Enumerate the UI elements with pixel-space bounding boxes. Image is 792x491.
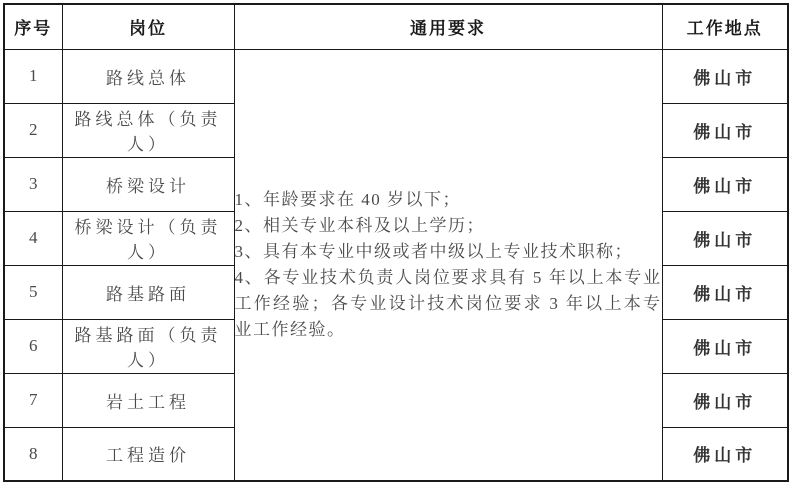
location-cell: 佛山市 bbox=[662, 103, 788, 157]
requirements-cell bbox=[234, 49, 662, 481]
row-number-cell: 2 bbox=[4, 103, 62, 157]
header-requirements: 通用要求 bbox=[234, 4, 662, 49]
location-cell: 佛山市 bbox=[662, 211, 788, 265]
requirement-item: 4、各专业技术负责人岗位要求具有 5 年以上本专业工作经验；各专业设计技术岗位要求 3 年以上本专业工作经验。 bbox=[234, 267, 662, 339]
position-cell: 岩土工程 bbox=[62, 373, 234, 427]
location-cell: 佛山市 bbox=[662, 265, 788, 319]
header-position: 岗位 bbox=[62, 4, 234, 49]
row-number-cell: 5 bbox=[4, 265, 62, 319]
table-row bbox=[4, 49, 788, 103]
row-number-cell: 1 bbox=[4, 49, 62, 103]
position-cell: 路线总体 bbox=[62, 49, 234, 103]
job-requirements-table bbox=[3, 3, 789, 482]
row-number-cell: 8 bbox=[4, 427, 62, 481]
location-cell: 佛山市 bbox=[662, 427, 788, 481]
requirement-item: 1、年龄要求在 40 岁以下； bbox=[234, 189, 461, 209]
position-cell: 工程造价 bbox=[62, 427, 234, 481]
location-cell: 佛山市 bbox=[662, 319, 788, 373]
position-cell: 路线总体（负责人） bbox=[62, 103, 234, 157]
table-header-row bbox=[4, 4, 788, 49]
position-cell: 路基路面（负责人） bbox=[62, 319, 234, 373]
requirement-item: 3、具有本专业中级或者中级以上专业技术职称； bbox=[234, 241, 633, 261]
position-cell: 路基路面 bbox=[62, 265, 234, 319]
header-location: 工作地点 bbox=[662, 4, 788, 49]
location-cell: 佛山市 bbox=[662, 373, 788, 427]
row-number-cell: 7 bbox=[4, 373, 62, 427]
location-cell: 佛山市 bbox=[662, 49, 788, 103]
position-cell: 桥梁设计 bbox=[62, 157, 234, 211]
row-number-cell: 3 bbox=[4, 157, 62, 211]
header-no: 序号 bbox=[4, 4, 62, 49]
requirement-item: 2、相关专业本科及以上学历； bbox=[234, 215, 485, 235]
row-number-cell: 4 bbox=[4, 211, 62, 265]
location-cell: 佛山市 bbox=[662, 157, 788, 211]
row-number-cell: 6 bbox=[4, 319, 62, 373]
position-cell: 桥梁设计（负责人） bbox=[62, 211, 234, 265]
